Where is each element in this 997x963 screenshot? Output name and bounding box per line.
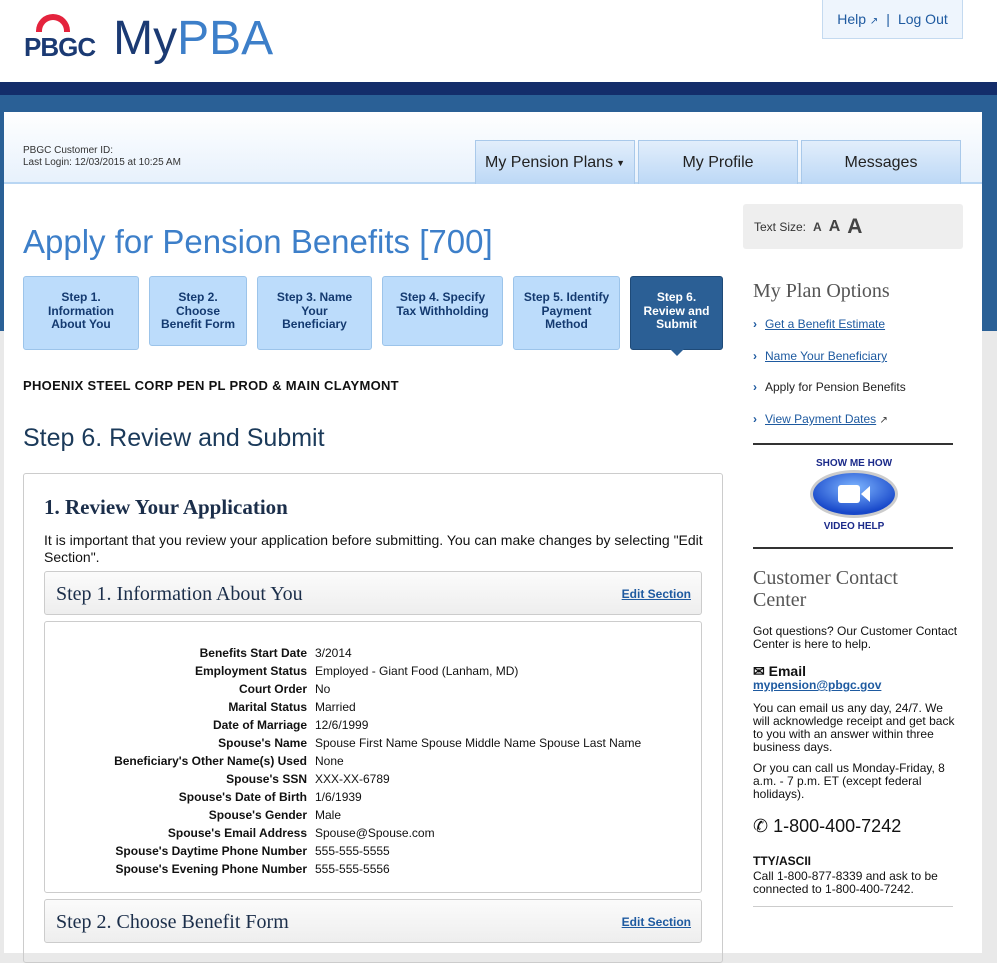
option-view-payment-dates[interactable]: › View Payment Dates ↗: [753, 412, 888, 426]
plan-options-title: My Plan Options: [753, 280, 890, 302]
detail-row: [45, 824, 701, 842]
detail-label: Spouse's Email Address: [167, 826, 307, 840]
text-size-small[interactable]: A: [813, 219, 822, 234]
section-header-step2: [44, 899, 702, 943]
detail-value: 3/2014: [315, 646, 352, 660]
tab-my-profile[interactable]: My Profile: [638, 140, 798, 184]
contact-intro: Got questions? Our Customer Contact Center is here to help.: [753, 624, 958, 651]
divider: [753, 906, 953, 907]
email-link[interactable]: mypension@pbgc.gov: [753, 678, 882, 692]
email-heading: ✉ Email: [753, 663, 806, 679]
detail-value: 555-555-5555: [315, 844, 390, 858]
edit-section-link[interactable]: Edit Section: [621, 587, 691, 601]
video-bottom-text: VIDEO HELP: [823, 521, 885, 532]
detail-value: 12/6/1999: [315, 718, 369, 732]
detail-label: Date of Marriage: [212, 718, 307, 732]
detail-label: Marital Status: [228, 700, 307, 714]
nav-band: [0, 82, 997, 95]
detail-label: Court Order: [238, 682, 307, 696]
detail-row: [45, 860, 701, 878]
contact-center: [753, 567, 958, 907]
text-size-large[interactable]: A: [847, 214, 863, 238]
logo[interactable]: [24, 14, 273, 63]
detail-label: Employment Status: [194, 664, 307, 678]
chevron-right-icon: ›: [753, 380, 757, 394]
section-title: Step 6. Review and Submit: [23, 424, 325, 452]
chevron-right-icon: ›: [753, 317, 757, 331]
detail-row: [45, 842, 701, 860]
detail-value: No: [315, 682, 331, 696]
contact-title: Customer Contact Center: [753, 567, 898, 611]
section-header-title: Step 2. Choose Benefit Form: [56, 911, 289, 933]
detail-value: Spouse First Name Spouse Middle Name Spouse Last Name: [315, 736, 642, 750]
step-4[interactable]: Step 4. Specify Tax Withholding: [382, 276, 503, 346]
text-size-control: [743, 204, 963, 249]
caret-down-icon: ▼: [616, 157, 625, 168]
step-3[interactable]: Step 3. Name Your Beneficiary: [257, 276, 372, 350]
detail-row: [45, 752, 701, 770]
option-benefit-estimate[interactable]: › Get a Benefit Estimate: [753, 317, 886, 331]
site-header: [0, 0, 997, 82]
detail-label: Spouse's Name: [218, 736, 307, 750]
detail-row: [45, 770, 701, 788]
option-apply-benefits: › Apply for Pension Benefits: [753, 380, 906, 394]
detail-label: Spouse's Daytime Phone Number: [115, 844, 307, 858]
separator: |: [886, 11, 890, 27]
text-size-medium[interactable]: A: [828, 217, 841, 235]
detail-row: [45, 644, 701, 662]
detail-label: Benefits Start Date: [199, 646, 307, 660]
top-links: [822, 0, 963, 39]
review-panel: [23, 473, 723, 963]
detail-row: [45, 734, 701, 752]
plan-name: PHOENIX STEEL CORP PEN PL PROD & MAIN CLAYMONT: [23, 378, 399, 393]
video-top-text: SHOW ME HOW: [815, 458, 893, 469]
main-card: [4, 112, 982, 953]
section-header-step1: [44, 571, 702, 615]
detail-row: [45, 680, 701, 698]
edit-section-link[interactable]: Edit Section: [621, 915, 691, 929]
detail-row: [45, 698, 701, 716]
customer-info: [23, 145, 181, 169]
detail-row: [45, 716, 701, 734]
last-login: Last Login: 12/03/2015 at 10:25 AM: [23, 157, 181, 168]
customer-id: PBGC Customer ID:: [23, 145, 114, 156]
detail-label: Spouse's SSN: [226, 772, 307, 786]
detail-label: Spouse's Evening Phone Number: [115, 862, 307, 876]
chevron-right-icon: ›: [753, 349, 757, 363]
detail-value: None: [315, 754, 344, 768]
sidebar: [742, 112, 972, 953]
detail-row: [45, 662, 701, 680]
divider: [753, 443, 953, 445]
detail-value: XXX-XX-6789: [315, 772, 390, 786]
detail-label: Spouse's Gender: [208, 808, 307, 822]
option-name-beneficiary[interactable]: › Name Your Beneficiary: [753, 349, 888, 363]
step-2[interactable]: Step 2. Choose Benefit Form: [149, 276, 247, 346]
detail-value: Spouse@Spouse.com: [315, 826, 435, 840]
phone-number: ✆ 1-800-400-7242: [753, 816, 902, 836]
detail-value: Employed - Giant Food (Lanham, MD): [315, 664, 519, 678]
tty-label: TTY/ASCII: [753, 854, 812, 868]
detail-value: 555-555-5556: [315, 862, 390, 876]
details-panel: [44, 621, 702, 893]
review-title: 1. Review Your Application: [44, 495, 288, 519]
detail-value: 1/6/1939: [315, 790, 362, 804]
page-title: Apply for Pension Benefits [700]: [23, 223, 493, 260]
section-header-title: Step 1. Information About You: [56, 583, 303, 605]
video-help-icon[interactable]: [808, 456, 900, 532]
detail-label: Beneficiary's Other Name(s) Used: [114, 754, 307, 768]
detail-label: Spouse's Date of Birth: [178, 790, 307, 804]
chevron-right-icon: ›: [753, 412, 757, 426]
review-intro: It is important that you review your application before submitting. You can make changes by selecting "Edit Section".: [44, 532, 703, 565]
call-text: Or you can call us Monday-Friday, 8 a.m. - 7 p.m. ET (except federal holidays).: [753, 761, 945, 801]
step-5[interactable]: Step 5. Identify Payment Method: [513, 276, 620, 350]
pbgc-logo: PBGC: [24, 14, 95, 63]
logout-link[interactable]: Log Out: [897, 11, 948, 27]
phone-icon: ✆: [753, 816, 769, 836]
divider: [753, 547, 953, 549]
tab-my-pension-plans[interactable]: My Pension Plans ▼: [475, 140, 635, 184]
text-size-label: Text Size:: [754, 219, 807, 234]
detail-value: Married: [315, 700, 356, 714]
external-link-icon: ↗: [869, 16, 879, 27]
detail-value: Male: [315, 808, 342, 822]
envelope-icon: ✉: [753, 663, 765, 679]
app-name: MyPBA: [113, 12, 274, 65]
step-1[interactable]: Step 1. Information About You: [23, 276, 139, 350]
detail-row: [45, 788, 701, 806]
tty-text: Call 1-800-877-8339 and ask to be connected to 1-800-400-7242.: [753, 869, 938, 896]
help-link[interactable]: Help ↗: [837, 11, 879, 27]
external-link-icon: ↗: [879, 415, 888, 426]
detail-row: [45, 806, 701, 824]
tab-messages[interactable]: Messages: [801, 140, 961, 184]
email-text: You can email us any day, 24/7. We will acknowledge receipt and get back to you with an answer within three business days.: [753, 701, 955, 754]
step-6-active[interactable]: Step 6. Review and Submit: [630, 276, 723, 350]
